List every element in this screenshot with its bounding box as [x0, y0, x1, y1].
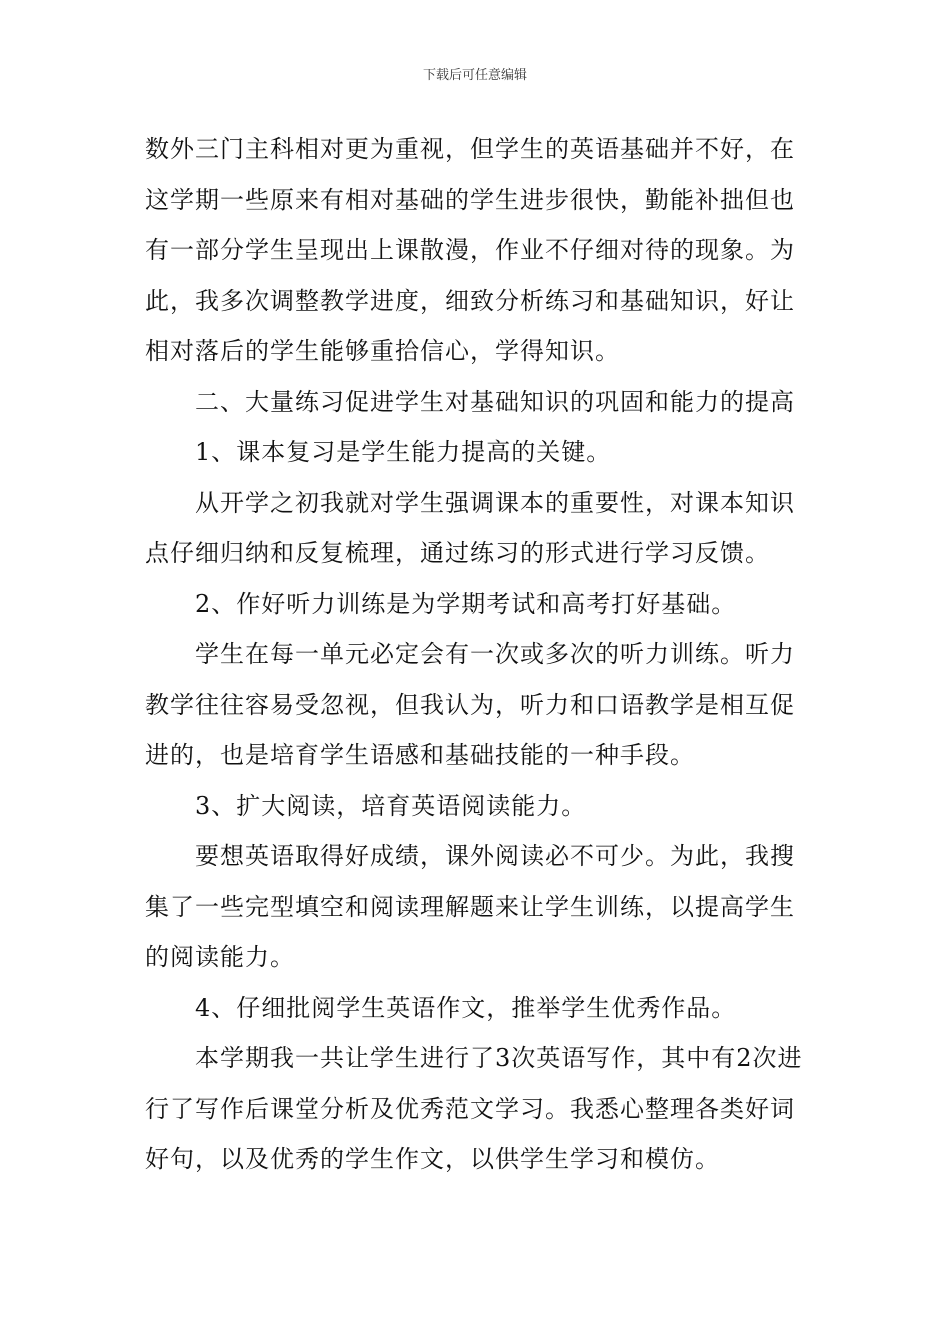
section-heading-2: 二、大量练习促进学生对基础知识的巩固和能力的提高 — [195, 387, 795, 416]
paragraph-writing: 本学期我一共让学生进行了3次英语写作，其中有2次进行了写作后课堂分析及优秀范文学习。我悉心整理各类好词好句，以及优秀的学生作文，以供学生学习和模仿。 — [145, 1044, 803, 1173]
page-header: 下载后可任意编辑 — [422, 68, 527, 83]
paragraph-reading: 要想英语取得好成绩，课外阅读必不可少。为此，我搜集了一些完型填空和阅读理解题来让学生训练，以提高学生的阅读能力。 — [145, 842, 795, 971]
paragraph-listening: 学生在每一单元必定会有一次或多次的听力训练。听力教学往往容易受忽视，但我认为，听力和口语教学是相互促进的，也是培育学生语感和基础技能的一种手段。 — [145, 640, 795, 769]
subheading-2: 2、作好听力训练是为学期考试和高考打好基础。 — [195, 589, 737, 618]
subheading-4: 4、仔细批阅学生英语作文，推举学生优秀作品。 — [195, 993, 737, 1022]
subheading-3: 3、扩大阅读，培育英语阅读能力。 — [195, 791, 587, 820]
paragraph-textbook-review: 从开学之初我就对学生强调课本的重要性，对课本知识点仔细归纳和反复梳理，通过练习的形式进行学习反馈。 — [145, 488, 795, 567]
paragraph-continuation: 数外三门主科相对更为重视，但学生的英语基础并不好，在这学期一些原来有相对基础的学生进步很快，勤能补拙但也有一部分学生呈现出上课散漫，作业不仔细对待的现象。为此，我多次调整教学进度，细致分析练习和基础知识，好让相对落后的学生能够重拾信心，学得知识。 — [145, 135, 795, 365]
subheading-1: 1、课本复习是学生能力提高的关键。 — [195, 438, 612, 466]
document-body — [145, 124, 810, 1185]
